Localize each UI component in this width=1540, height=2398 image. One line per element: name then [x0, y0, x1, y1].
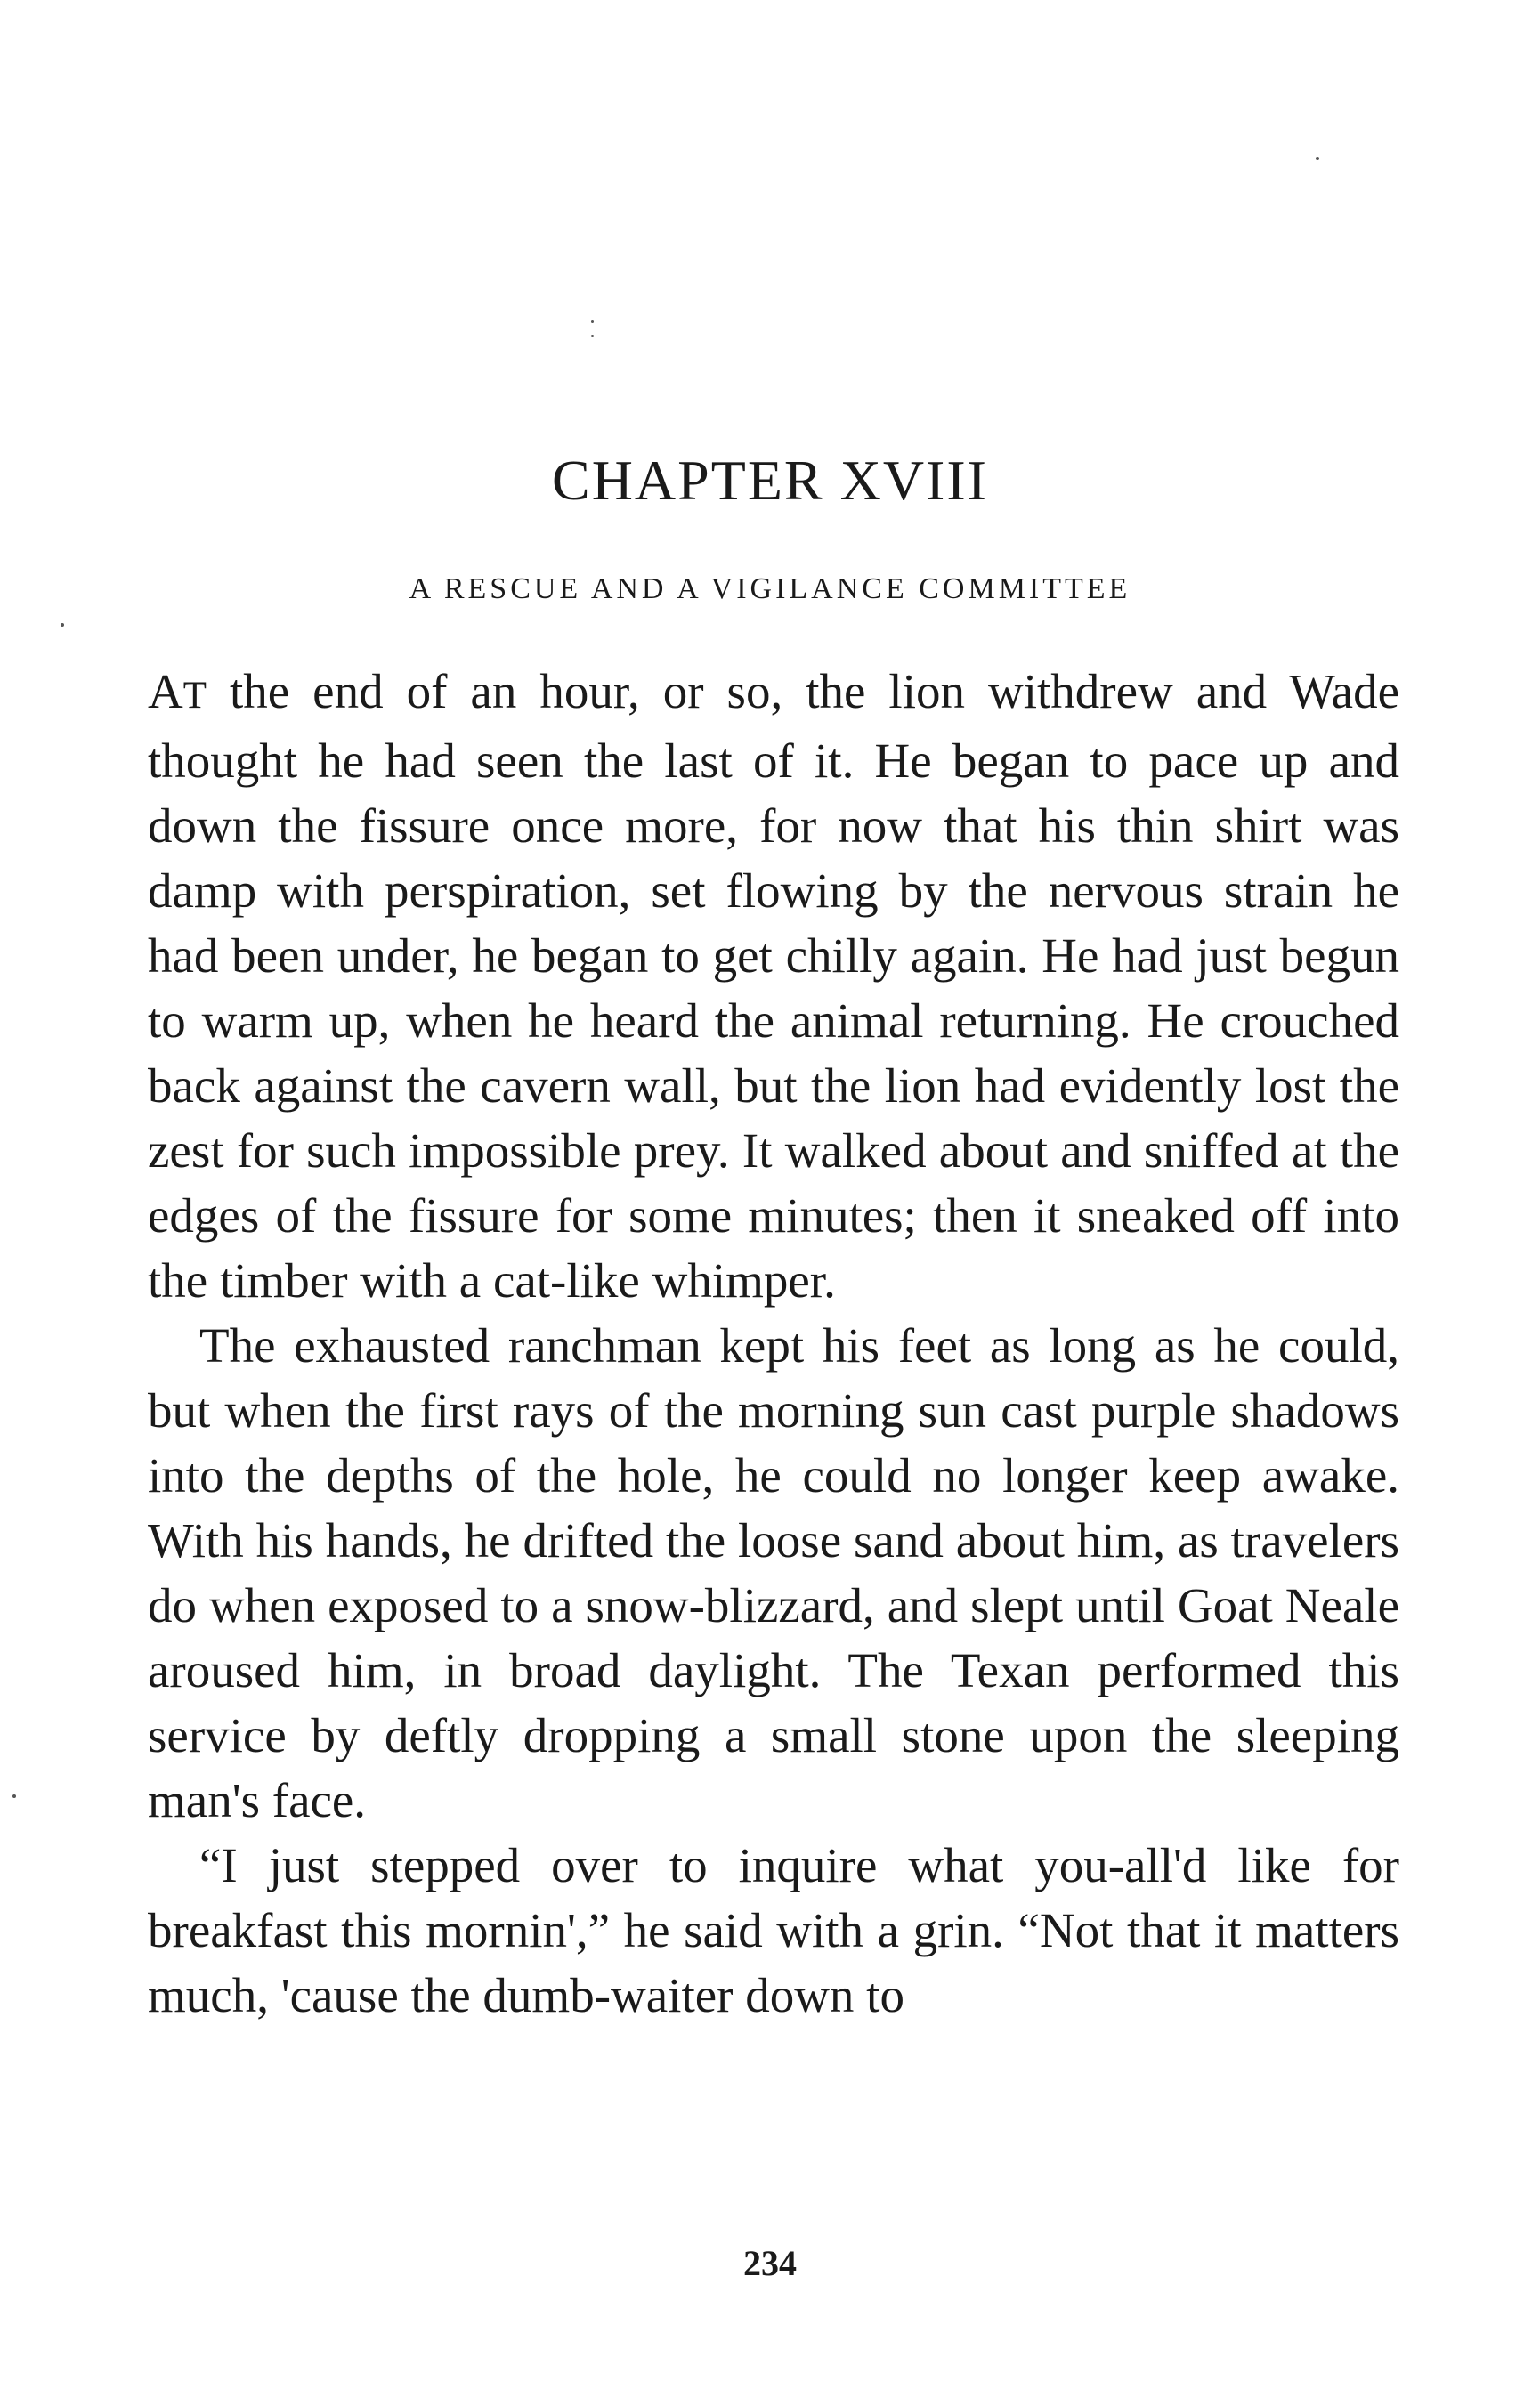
- page-number: 234: [743, 2243, 797, 2283]
- chapter-subtitle: A RESCUE AND A VIGILANCE COMMITTEE: [409, 572, 1131, 605]
- print-speck: [61, 623, 64, 627]
- dropcap-a: A: [148, 664, 183, 718]
- dropcap-t: T: [182, 675, 207, 717]
- print-speck: [591, 335, 594, 337]
- paragraph-1: [148, 659, 1399, 1313]
- paragraph-1-text: the end of an hour, or so, the lion withdrew and Wade thought he had seen the last of it. He began to pace up and down the fissure once more, for now that his thin shirt was damp with perspiration, set flowing by the nervous strain he had been under, he began to get chilly again. He had just begun to warm up, when he heard the animal returning. He crouched back against the cavern wall, but the lion had evidently lost the zest for such impossible prey. It walked about and sniffed at the edges of the fissure for some minutes; then it sneaked off into the timber with a cat-like whimper.: [148, 664, 1399, 1308]
- print-speck: [12, 1794, 16, 1798]
- chapter-heading: CHAPTER XVIII: [552, 449, 988, 512]
- print-speck: [591, 320, 594, 323]
- body-text: [148, 659, 1399, 2028]
- print-speck: [1316, 157, 1319, 160]
- paragraph-3: “I just stepped over to inquire what you-all'd like for breakfast this mornin',” he said with a grin. “Not that it matters much, 'cause the dumb-waiter down to: [148, 1838, 1399, 2022]
- paragraph-2: The exhausted ranchman kept his feet as long as he could, but when the first rays of the morning sun cast purple shadows into the depths of the hole, he could no longer keep awake. With his hands, he drifted the loose sand about him, as travelers do when exposed to a snow-blizzard, and slept until Goat Neale aroused him, in broad daylight. The Texan performed this service by deftly dropping a small stone upon the sleeping man's face.: [148, 1318, 1399, 1827]
